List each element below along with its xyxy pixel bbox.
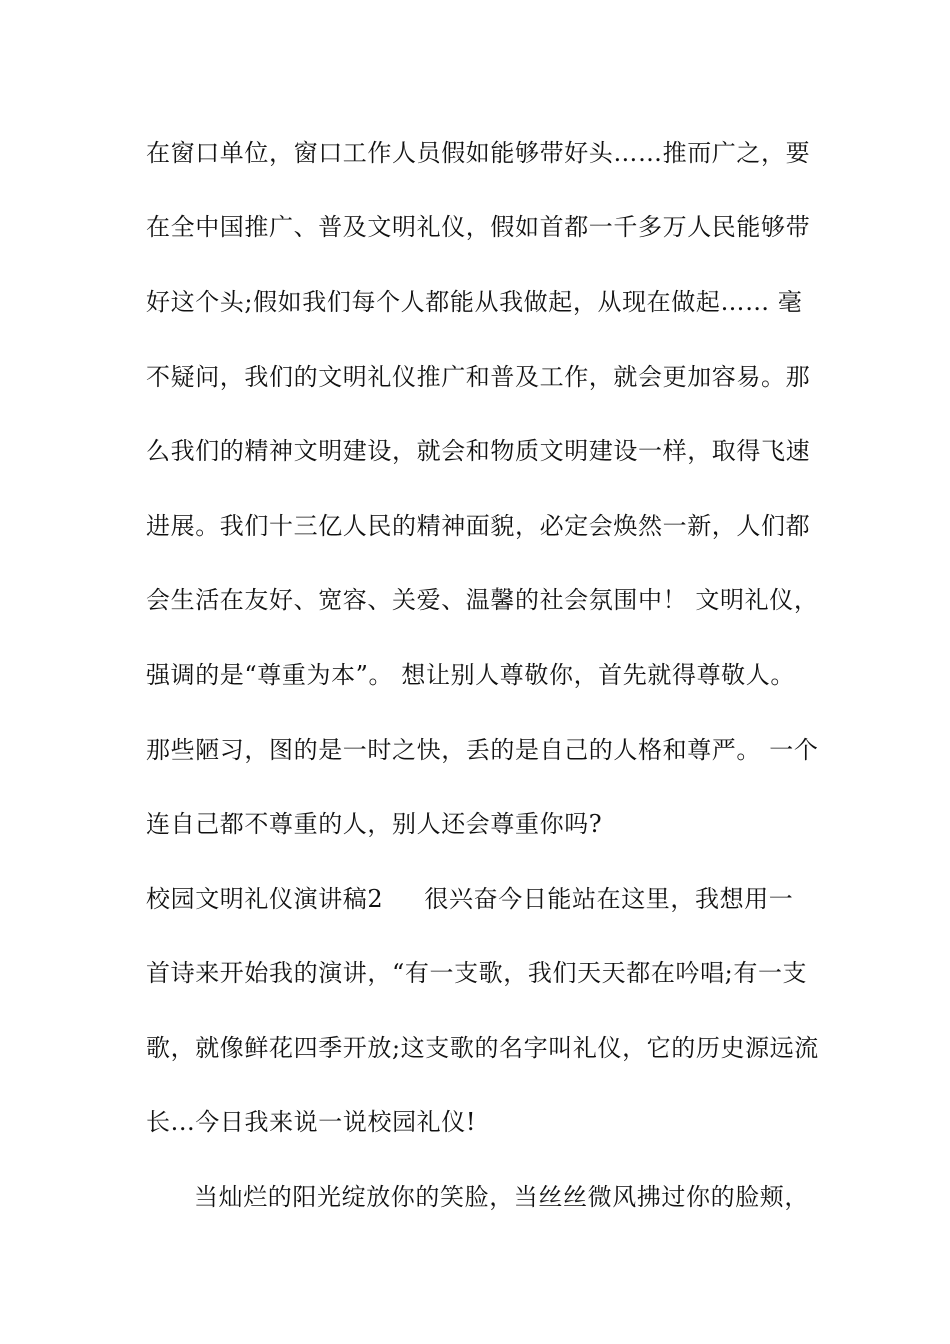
text-line-8: 强调的是“尊重为本”。 想让别人尊敬你，首先就得尊敬人。 <box>146 661 795 689</box>
section-heading-line: 校园文明礼仪演讲稿2 很兴奋今日能站在这里，我想用一 <box>146 885 794 913</box>
text-line-13: 歌，就像鲜花四季开放;这支歌的名字叫礼仪，它的历史源远流 <box>146 1034 819 1062</box>
text-line-3: 好这个头;假如我们每个人都能从我做起，从现在做起…… 毫 <box>146 288 803 316</box>
text-line-4: 不疑问，我们的文明礼仪推广和普及工作，就会更加容易。那 <box>146 363 811 391</box>
text-line-12: 首诗来开始我的演讲，“有一支歌，我们天天都在吟唱;有一支 <box>146 959 808 987</box>
text-line-7: 会生活在友好、宽容、关爱、温馨的社会氛围中！ 文明礼仪， <box>146 586 819 614</box>
text-line-9: 那些陋习，图的是一时之快，丢的是自己的人格和尊严。 一个 <box>146 736 819 764</box>
text-line-14: 长...今日我来说一说校园礼仪! <box>146 1108 477 1136</box>
text-line-6: 进展。我们十三亿人民的精神面貌，必定会焕然一新，人们都 <box>146 512 811 540</box>
paragraph-start-line: 当灿烂的阳光绽放你的笑脸，当丝丝微风拂过你的脸颊， <box>194 1183 809 1211</box>
text-line-2: 在全中国推广、普及文明礼仪，假如首都一千多万人民能够带 <box>146 213 811 241</box>
text-line-1: 在窗口单位，窗口工作人员假如能够带好头……推而广之，要 <box>146 139 811 167</box>
text-line-10: 连自己都不尊重的人，别人还会尊重你吗? <box>146 810 603 838</box>
text-line-5: 么我们的精神文明建设，就会和物质文明建设一样，取得飞速 <box>146 437 811 465</box>
